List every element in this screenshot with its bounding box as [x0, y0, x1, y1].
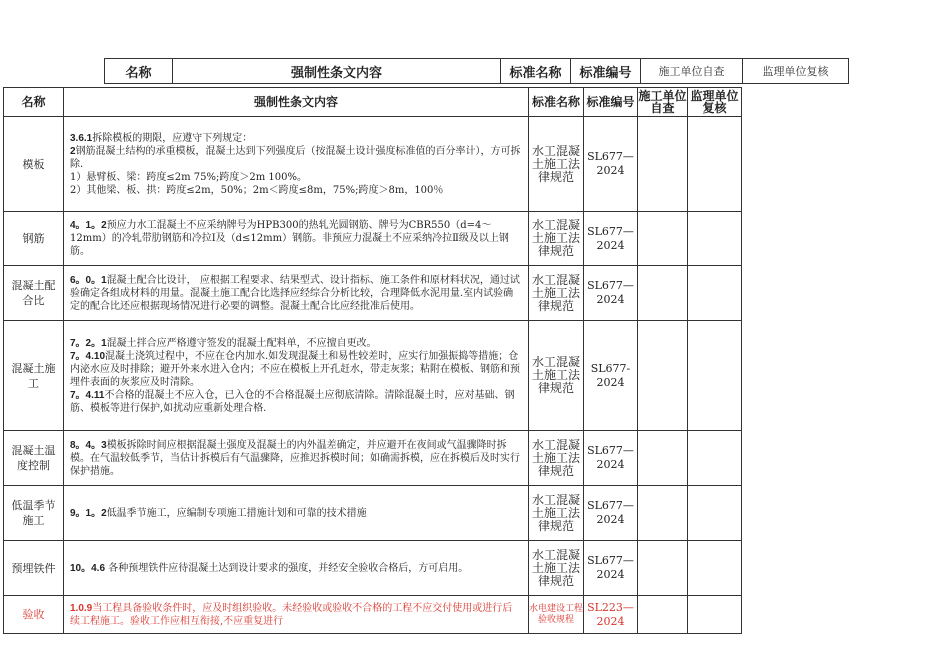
row-name: 钢筋: [4, 212, 64, 266]
row-self-check[interactable]: [638, 541, 688, 596]
row-content: [64, 321, 529, 431]
clause-number: 6。0。1: [70, 274, 107, 286]
row-self-check[interactable]: [638, 321, 688, 431]
top-header-name: 名称: [105, 59, 173, 84]
row-std-code: SL677—2024: [584, 431, 638, 486]
row-std-name: 水工混凝土施工法律规范: [529, 486, 584, 541]
clause-text: 各种预埋铁件应待混凝土达到设计要求的强度，并经安全验收合格后，方可启用。: [105, 562, 469, 574]
clause-number: 7。4.11: [70, 389, 105, 401]
row-std-name: 水工混凝土施工法律规范: [529, 117, 584, 212]
row-std-name: 水工混凝土施工法律规范: [529, 431, 584, 486]
content-line: [70, 132, 522, 145]
row-supervisor-check[interactable]: [688, 321, 742, 431]
clause-text: 混凝土浇筑过程中，不应在仓内加水.如发现混凝土和易性较差时，应实行加强振捣等措施；仓内泌水应及时排除；避开外来水进入仓内；不应在模板上开孔赶水，带走灰浆；粘附在模板、钢筋和预埋件表面的灰浆应及时清除。: [70, 350, 520, 388]
clause-text: 混凝土配合比设计， 应根据工程要求、结果型式、设计指标、施工条件和原材料状况，通过试验确定各组成材料的用量。混凝土施工配合比选择应经综合分析比较，合理降低水泥用量.室内试验确定的配合比还应根据现场情况进行必要的调整。混凝土配合比应经批准后使用。: [70, 274, 520, 312]
table-row: [4, 321, 742, 431]
content-line: [70, 439, 522, 478]
content-line: [70, 562, 522, 575]
clause-number: 3.6.1: [70, 132, 93, 144]
row-supervisor-check[interactable]: [688, 541, 742, 596]
row-self-check[interactable]: [638, 431, 688, 486]
table-row: [4, 541, 742, 596]
row-std-code: SL677—2024: [584, 486, 638, 541]
row-self-check[interactable]: [638, 486, 688, 541]
row-content: [64, 266, 529, 321]
clause-text: 低温季节施工，应编制专项施工措施计划和可靠的技术措施: [106, 507, 367, 519]
row-std-name: 水电建设工程验收规程: [529, 596, 584, 634]
clause-number: 1.0.9: [70, 602, 93, 614]
row-self-check[interactable]: [638, 596, 688, 634]
clause-number: 2: [70, 145, 76, 157]
table-row: [4, 486, 742, 541]
row-name: 混凝土配合比: [4, 266, 64, 321]
row-name: 混凝土施工: [4, 321, 64, 431]
header-self-check: 施工单位自查: [638, 89, 687, 115]
clause-text: 混凝土拌合应严格遵守签发的混凝土配料单，不应擅自更改。: [106, 337, 377, 349]
row-name: 低温季节施工: [4, 486, 64, 541]
clause-text: 1）悬臂板、梁：跨度≤2m 75%;跨度＞2m 100%。: [70, 171, 307, 183]
top-header-self-check: 施工单位自查: [641, 59, 743, 84]
row-content: [64, 117, 529, 212]
table-row: [4, 212, 742, 266]
table-row: [4, 117, 742, 212]
top-header-std-name: 标准名称: [501, 59, 571, 84]
header-supervisor-check: 监理单位复核: [688, 88, 742, 117]
row-name: 模板: [4, 117, 64, 212]
main-table: [3, 87, 742, 634]
header-std-code: 标准编号: [584, 88, 638, 117]
clause-number: 4。1。2: [70, 220, 107, 231]
content-line: [70, 389, 522, 415]
row-supervisor-check[interactable]: [688, 486, 742, 541]
top-header-content: 强制性条文内容: [173, 59, 501, 84]
row-supervisor-check[interactable]: [688, 431, 742, 486]
clause-number: 9。1。2: [70, 507, 107, 519]
top-header-table: [104, 58, 849, 84]
clause-text: 2）其他梁、板、拱：跨度≤2m，50%；2m＜跨度≤8m，75%;跨度＞8m，100％: [70, 184, 444, 196]
top-header-row: [105, 59, 849, 84]
header-name: 名称: [4, 88, 64, 117]
row-name: 混凝土温度控制: [4, 431, 64, 486]
row-std-name: 水工混凝土施工法律规范: [529, 321, 584, 431]
table-body: [4, 117, 742, 634]
content-line: [70, 337, 522, 350]
clause-text: 拆除模板的期限，应遵守下列规定：: [92, 132, 253, 144]
clause-number: 7。2。1: [70, 337, 107, 349]
header-std-name: 标准名称: [529, 88, 584, 117]
row-self-check[interactable]: [638, 212, 688, 266]
content-line: [70, 602, 522, 628]
table-row: [4, 431, 742, 486]
row-std-name: 水工混凝土施工法律规范: [529, 266, 584, 321]
row-std-code: SL677-2024: [584, 321, 638, 431]
clause-number: 8。4。3: [70, 439, 107, 451]
row-std-code: SL677—2024: [584, 117, 638, 212]
clause-text: 不合格的混凝土不应入仓，已入仓的不合格混凝土应彻底清除。清除混凝土时，应对基础、钢筋、模板等进行保护,如扰动应重新处理合格.: [70, 389, 515, 414]
row-content: [64, 486, 529, 541]
row-supervisor-check[interactable]: [688, 266, 742, 321]
table-header-row: [4, 88, 742, 117]
clause-text: 当工程具备验收条件时，应及时组织验收。未经验收或验收不合格的工程不应交付使用或进行后续工程施工。验收工作应相互衔接,不应重复进行: [70, 602, 513, 627]
clause-text: 钢筋混凝土结构的承重模板，混凝土达到下列强度后（按混凝土设计强度标准值的百分率计），方可拆除.: [70, 145, 521, 170]
row-std-name: 水工混凝土施工法律规范: [529, 212, 584, 266]
content-line: [70, 219, 522, 258]
row-std-code: SL677—2024: [584, 541, 638, 596]
row-self-check[interactable]: [638, 266, 688, 321]
table-row: [4, 266, 742, 321]
header-content: 强制性条文内容: [64, 88, 529, 117]
row-content: [64, 596, 529, 634]
table-row: [4, 596, 742, 634]
clause-text: 预应力水工混凝土不应采纳牌号为HPB300的热轧光圆钢筋、牌号为CBR550（d=4～12mm）的冷轧带肋钢筋和冷拉Ⅰ及（d≤12mm）钢筋。非预应力混凝土不应采纳冷拉Ⅱ级及以上钢筋。: [70, 220, 509, 257]
top-header-std-code: 标准编号: [571, 59, 641, 84]
content-line: [70, 145, 522, 171]
content-line: [70, 184, 522, 197]
row-name: 预埋铁件: [4, 541, 64, 596]
content-line: [70, 507, 522, 520]
row-name: 验收: [4, 596, 64, 634]
row-content: [64, 541, 529, 596]
content-line: [70, 274, 522, 313]
row-std-code: SL677—2024: [584, 266, 638, 321]
top-header-supervisor-check: 监理单位复核: [743, 59, 849, 84]
clause-number: 10。4.6: [70, 562, 106, 574]
row-content: [64, 212, 529, 266]
content-line: [70, 350, 522, 389]
row-std-code: SL677—2024: [584, 212, 638, 266]
clause-number: 7。4.10: [70, 350, 106, 362]
row-supervisor-check[interactable]: [688, 596, 742, 634]
row-content: [64, 431, 529, 486]
row-self-check[interactable]: [638, 117, 688, 212]
row-supervisor-check[interactable]: [688, 212, 742, 266]
row-std-code: SL223—2024: [584, 596, 638, 634]
content-line: [70, 171, 522, 184]
row-supervisor-check[interactable]: [688, 117, 742, 212]
row-std-name: 水工混凝土施工法律规范: [529, 541, 584, 596]
clause-text: 模板拆除时间应根据混凝土强度及混凝土的内外温差确定，并应避开在夜间或气温骤降时拆模。在气温较低季节，当估计拆模后有气温骤降，应推迟拆模时间；如确需拆模，应在拆模后及时实行保护措施。: [70, 439, 520, 477]
